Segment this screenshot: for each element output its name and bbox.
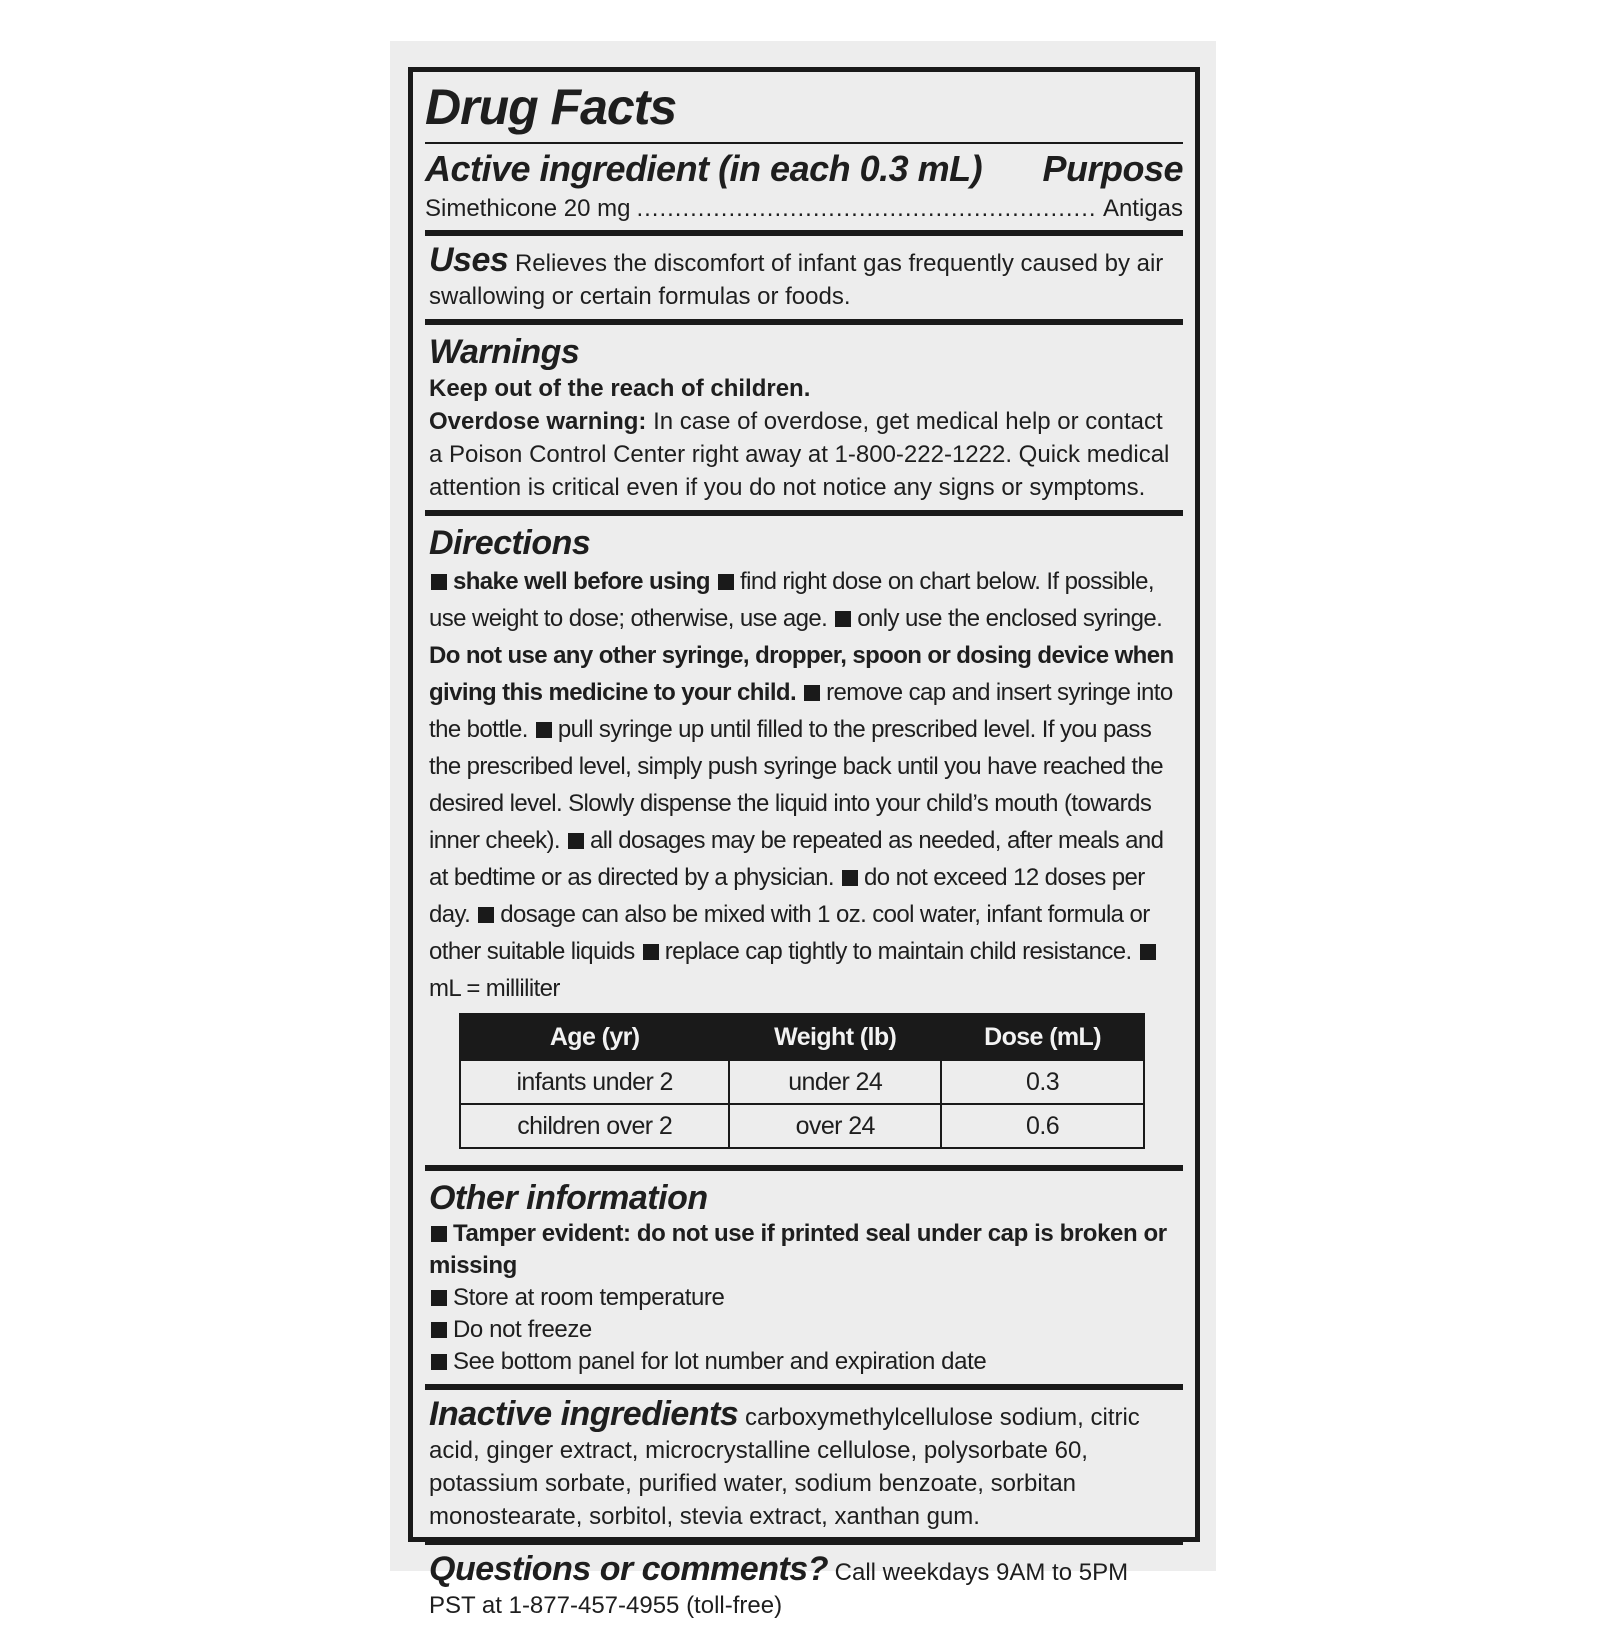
bullet-square-icon [842,870,858,886]
directions-heading: Directions [429,524,591,562]
inactive-text: carboxymethylcellulose sodium, citric acid, ginger extract, microcrystalline cellulose, polysorbate 60, potassium sorbate, purified water, sodium benzoate, sorbitan monostearate, sorbitol, stevia extract, xanthan gum. [429,1404,1140,1530]
questions-text: Call weekdays 9AM to 5PM PST at 1-877-457-4955 (toll-free) [429,1559,1129,1619]
drug-facts-panel [408,67,1200,1619]
table-cell: 0.3 [941,1060,1144,1104]
active-ingredient-header [425,144,1183,194]
table-row [460,1104,1144,1148]
other-information-heading: Other information [429,1179,708,1217]
other-information-list [429,1218,1179,1378]
inactive-paragraph [429,1395,1179,1533]
warnings-section [425,325,1183,510]
mix-text: dosage can also be mixed with 1 oz. cool water, infant formula or other suitable liquids [429,901,1150,965]
list-item-text: Tamper evident: do not use if printed seal under cap is broken or missing [429,1220,1167,1279]
bullet-square-icon [431,1226,447,1242]
table-cell: 0.6 [941,1104,1144,1148]
bullet-square-icon [643,944,659,960]
page-title: Drug Facts [425,79,677,135]
column-header-weight: Weight (lb) [729,1014,941,1060]
list-item [429,1218,1179,1282]
list-item [429,1282,1179,1314]
remove-cap-text: remove cap and insert syringe into the bottle. [429,679,1173,743]
ingredient-purpose: Antigas [1102,195,1183,222]
find-dose-text: find right dose on chart below. If possible, use weight to dose; otherwise, use age. [429,568,1154,632]
table-cell: children over 2 [460,1104,729,1148]
table-header-row [460,1014,1144,1060]
other-information-section [425,1171,1183,1384]
keep-out-text: Keep out of the reach of children. [429,375,811,402]
purpose-heading: Purpose [1042,148,1183,189]
questions-section [425,1545,1183,1628]
inactive-ingredients-section [425,1390,1183,1539]
overdose-text: In case of overdose, get medical help or contact a Poison Control Center right away at 1-800-222-1222. Quick medical attention is critical even if you do not notice any signs or symptoms. [429,408,1170,501]
bullet-square-icon [804,685,820,701]
list-item [429,1346,1179,1378]
bullet-square-icon [478,907,494,923]
list-item [429,1314,1179,1346]
questions-heading: Questions or comments? [429,1550,828,1588]
table-cell: under 24 [729,1060,941,1104]
bullet-square-icon [431,1354,447,1370]
warnings-heading: Warnings [429,333,580,371]
bullet-square-icon [568,833,584,849]
bullet-square-icon [431,1322,447,1338]
list-item-text: Store at room temperature [453,1284,725,1311]
overdose-paragraph [429,405,1179,504]
active-ingredient-row [425,194,1183,230]
active-ingredient-heading: Active ingredient (in each 0.3 mL) [425,148,983,189]
uses-heading: Uses [429,241,509,279]
pull-syringe-text: pull syringe up until filled to the prescribed level. If you pass the prescribed level, simply push syringe back until you have reached the desired level. Slowly dispense the liquid into your child’s mouth (towards inner cheek). [429,716,1163,854]
overdose-label: Overdose warning: [429,408,647,435]
bullet-square-icon [835,611,851,627]
repeat-text: all dosages may be repeated as needed, after meals and at bedtime or as directed by a physician. [429,827,1164,891]
only-syringe-text: only use the enclosed syringe. [857,605,1163,632]
table-cell: over 24 [729,1104,941,1148]
inactive-heading: Inactive ingredients [429,1395,739,1433]
bullet-square-icon [431,1290,447,1306]
bullet-square-icon [1140,944,1156,960]
directions-section [425,516,1183,1165]
column-header-age: Age (yr) [460,1014,729,1060]
bullet-square-icon [718,574,734,590]
uses-text: Relieves the discomfort of infant gas frequently caused by air swallowing or certain formulas or foods. [429,250,1164,310]
table-row [460,1060,1144,1104]
list-item-text: See bottom panel for lot number and expiration date [453,1348,987,1375]
bullet-square-icon [536,722,552,738]
uses-section [425,236,1183,319]
dosing-table [459,1013,1145,1149]
shake-text: shake well before using [453,568,710,595]
column-header-dose: Dose (mL) [941,1014,1144,1060]
do-not-use-text: Do not use any other syringe, dropper, spoon or dosing device when giving this medicine to your child. [429,642,1174,706]
uses-paragraph [429,241,1179,313]
ml-definition-text: mL = milliliter [429,975,560,1002]
list-item-text: Do not freeze [453,1316,592,1343]
questions-paragraph [429,1550,1179,1622]
table-cell: infants under 2 [460,1060,729,1104]
directions-text [429,563,1179,1007]
replace-cap-text: replace cap tightly to maintain child resistance. [664,938,1132,965]
max-doses-text: do not exceed 12 doses per day. [429,864,1145,928]
ingredient-name: Simethicone 20 mg [425,195,631,222]
bullet-square-icon [431,574,447,590]
leader-dots [636,194,1096,224]
